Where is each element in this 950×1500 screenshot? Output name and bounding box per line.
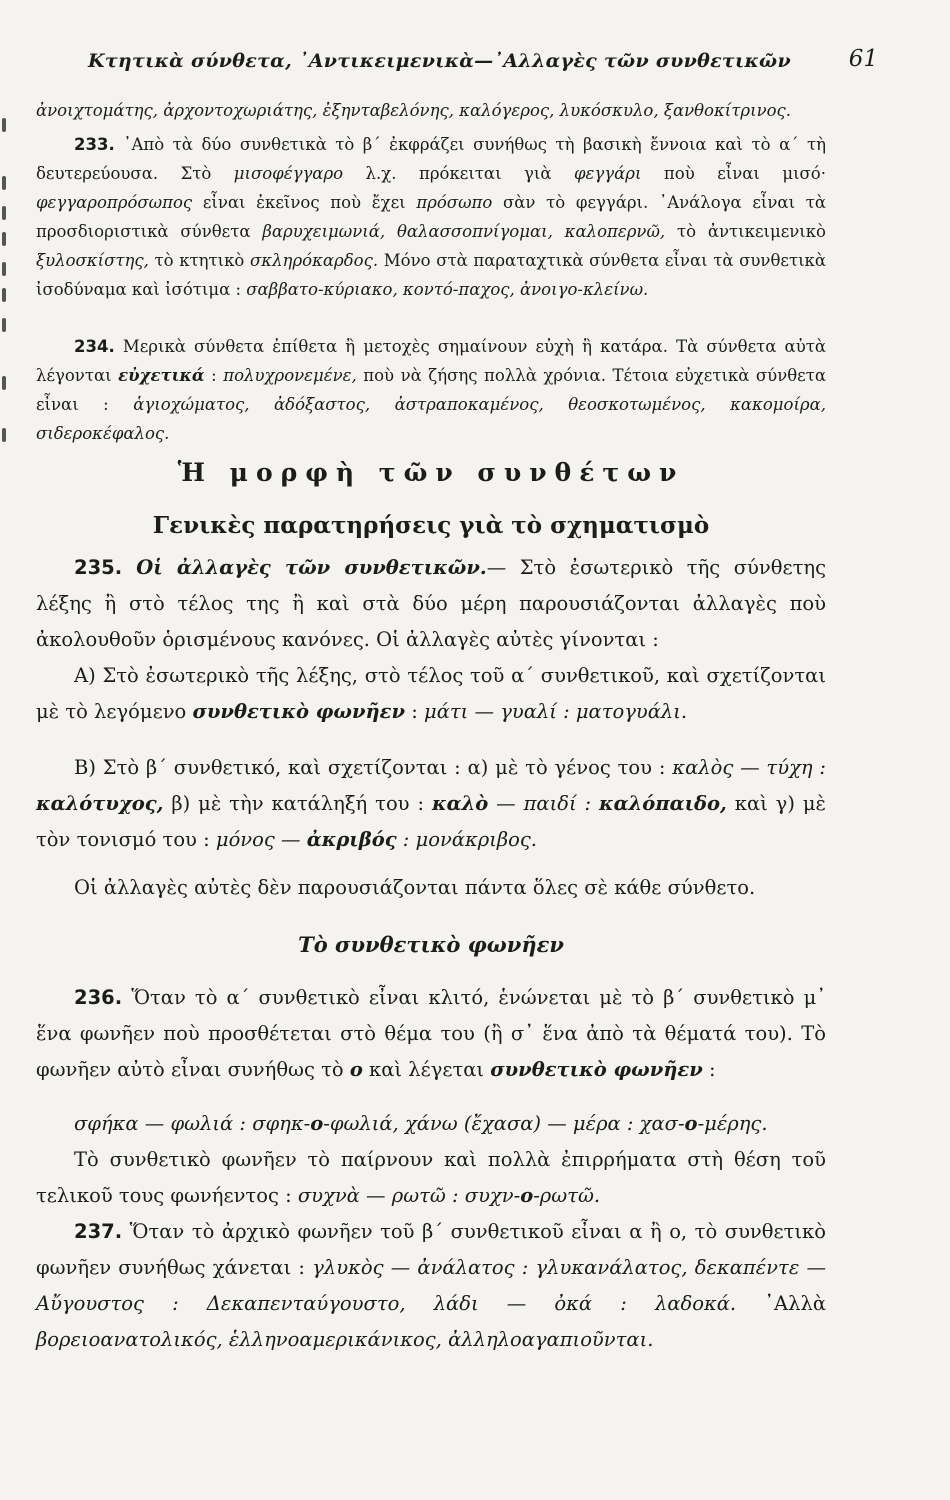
binding-mark [2,262,6,276]
subsection-heading: Γενικὲς παρατηρήσεις γιὰ τὸ σχηματισμὸ [152,512,710,539]
binding-mark [2,118,6,132]
example-text: καλὸς — τύχη : [672,756,826,779]
paragraph-number: 234. [74,337,115,356]
body-text: Β) Στὸ β΄ συνθετικό, καὶ σχετίζονται : α) μὲ τὸ γένος του : [74,756,673,779]
example-text: σφήκα — φωλιά : σφηκ- [74,1112,311,1135]
running-head: Κτητικὰ σύνθετα, ᾿Αντικειμενικὰ—᾿Αλλαγὲς τῶν συνθετικῶν [88,50,791,72]
example-text: — παιδί : [488,792,600,815]
body-text: Μόνο στὰ παραταχτικὰ σύνθετα εἶναι τὰ συνθετικὰ ἰσοδύναμα καὶ ἰσότιμα : [36,251,826,299]
term-text: συνθετικὸ φωνῆεν [192,700,406,723]
term-text: ο [684,1112,698,1135]
term-text: ο [520,1184,534,1207]
body-text: Ὅταν τὸ ἀρχικὸ φωνῆεν τοῦ β΄ συνθετικοῦ εἶναι α ἢ ο, τὸ συνθετικὸ φωνῆεν συνήθως χάνεται : [36,1220,826,1279]
paragraph-236 [36,980,826,1088]
example-text: μισοφέγγαρο [233,164,344,183]
body-text: Μερικὰ σύνθετα ἐπίθετα ἢ μετοχὲς σημαίνουν εὐχὴ ἢ κατάρα. Τὰ σύνθετα αὐτὰ λέγονται [36,337,826,385]
body-text: λ.χ. πρόκειται γιὰ [343,164,574,183]
section-heading: Ἡ μορφὴ τῶν συνθέτων [177,458,685,487]
example-text: : μονάκριβος. [396,828,538,851]
example-text: γλυκὸς — ἀνάλατος : γλυκανάλατος, δεκαπέντε — Αὔγουστος : Δεκαπενταύγουστο, λάδι — ὀκά : λαδοκά. [36,1256,826,1315]
body-text: Α) Στὸ ἐσωτερικὸ τῆς λέξης, στὸ τέλος τοῦ α΄ συνθετικοῦ, καὶ σχετίζονται μὲ τὸ λεγόμενο [36,664,826,723]
body-text: Τὸ συνθετικὸ φωνῆεν τὸ παίρνουν καὶ πολλὰ ἐπιρρήματα στὴ θέση τοῦ τελικοῦ τους φωνήεντος : [36,1148,826,1207]
page-header [88,44,878,84]
body-text: τὸ ἀντικειμενικὸ [665,222,826,241]
body-text: καὶ γ) μὲ τὸν τονισμό του : [36,792,826,851]
paragraph-236-examples [36,1106,826,1142]
example-text: ξυλοσκίστης, [36,251,149,270]
binding-mark [2,206,6,220]
body-text: Οἱ ἀλλαγὲς αὐτὲς δὲν παρουσιάζονται πάντα ὅλες σὲ κάθε σύνθετο. [74,876,756,899]
binding-mark [2,232,6,246]
term-text: ἀκριβός [306,828,397,851]
paragraph-235 [36,550,826,658]
page-number: 61 [848,46,878,72]
paragraph-title: Οἱ ἀλλαγὲς τῶν συνθετικῶν. [122,556,487,579]
binding-mark [2,376,6,390]
paragraph-233 [36,130,826,304]
paragraph-236-b [36,1142,826,1214]
body-text: εἶναι ἐκεῖνος ποὺ ἔχει [192,193,417,212]
paragraph-number: 237. [74,1220,123,1243]
paragraph-235-b [36,750,826,858]
example-text: -φωλιά, χάνω (ἔχασα) — μέρα : χασ- [323,1112,685,1135]
body-text: Ὅταν τὸ α΄ συνθετικὸ εἶναι κλιτό, ἑνώνεται μὲ τὸ β΄ συνθετικὸ μ᾿ ἕνα φωνῆεν ποὺ προσθέτεται στὸ θέμα του (ἢ σ᾿ ἕνα ἀπὸ τὰ θέματά του). Τὸ φωνῆεν αὐτὸ εἶναι συνήθως τὸ [36,986,826,1081]
body-text: τὸ κτητικὸ [148,251,251,270]
example-text: μάτι — γυαλί : ματογυάλι. [424,700,688,723]
body-text: ᾿Αλλὰ [736,1292,826,1315]
body-text: : [204,366,224,385]
paragraph-235-a [36,658,826,730]
example-text: πολυχρονεμένε, [223,366,357,385]
example-text: σαββατο-κύριακο, κοντό-παχος, ἀνοιγο-κλείνω. [246,280,649,299]
body-text: ποὺ νὰ ζήσης πολλὰ χρόνια. Τέτοια εὐχετικὰ σύνθετα εἶναι : [36,366,826,414]
paragraph-continued [36,96,826,125]
example-text: ἀνοιχτομάτης, ἀρχοντοχωριάτης, ἐξηνταβελόνης, καλόγερος, λυκόσκυλο, ξανθοκίτρινος. [36,101,792,120]
term-text: καλότυχος, [36,792,164,815]
paragraph-number: 236. [74,986,123,1009]
binding-mark [2,176,6,190]
term-text: ο [310,1112,324,1135]
term-text: συνθετικὸ φωνῆεν [490,1058,703,1081]
paragraph-237 [36,1214,826,1358]
binding-mark [2,288,6,302]
binding-mark [2,318,6,332]
example-text: φεγγάρι [573,164,642,183]
example-text: βορειοανατολικός, ἑλληνοαμερικάνικος, ἀλληλοαγαπιοῦνται. [36,1328,654,1351]
example-text: πρόσωπο [416,193,493,212]
example-text: φεγγαροπρόσωπος [36,193,193,212]
example-text: -ρωτῶ. [533,1184,601,1207]
term-text: καλόπαιδο, [599,792,727,815]
example-text: σκληρόκαρδος. [250,251,379,270]
example-text: βαρυχειμωνιά, θαλασσοπνίγομαι, καλοπερνῶ, [262,222,666,241]
body-text: — Στὸ ἐσωτερικὸ τῆς σύνθετης λέξης ἢ στὸ τέλος της ἢ καὶ στὰ δύο μέρη παρουσιάζονται ἀλλαγὲς ποὺ ἀκολουθοῦν ὁρισμένους κανόνες. Οἱ ἀλλαγὲς αὐτὲς γίνονται : [36,556,826,651]
example-text: -μέρης. [697,1112,768,1135]
paragraph-number: 233. [74,135,115,154]
body-text: : [702,1058,716,1081]
example-text: συχνὰ — ρωτῶ : συχν- [297,1184,521,1207]
example-text: μόνος — [215,828,307,851]
term-text: ο [349,1058,363,1081]
body-text: β) μὲ τὴν κατάληξή του : [163,792,432,815]
body-text: σὰν τὸ φεγγάρι. ᾿Ανάλογα εἶναι τὰ προσδιοριστικὰ σύνθετα [36,193,827,241]
body-text: ποὺ εἶναι μισό· [641,164,826,183]
subsubsection-heading: Τὸ συνθετικὸ φωνῆεν [298,932,564,957]
body-text: : [405,700,425,723]
paragraph-number: 235. [74,556,123,579]
body-text: ᾿Απὸ τὰ δύο συνθετικὰ τὸ β΄ ἐκφράζει συνήθως τὴ βασικὴ ἔννοια καὶ τὸ α΄ τὴ δευτερεύουσα. Στὸ [36,135,826,183]
binding-mark [2,428,6,442]
paragraph-235-c [36,870,826,906]
example-text: ἁγιοχώματος, ἀδόξαστος, ἀστραποκαμένος, θεοσκοτωμένος, κακομοίρα, σιδεροκέφαλος. [36,395,826,443]
term-text: εὐχετικά [118,366,205,385]
term-text: καλὸ [431,792,489,815]
paragraph-234 [36,332,826,448]
body-text: καὶ λέγεται [362,1058,491,1081]
